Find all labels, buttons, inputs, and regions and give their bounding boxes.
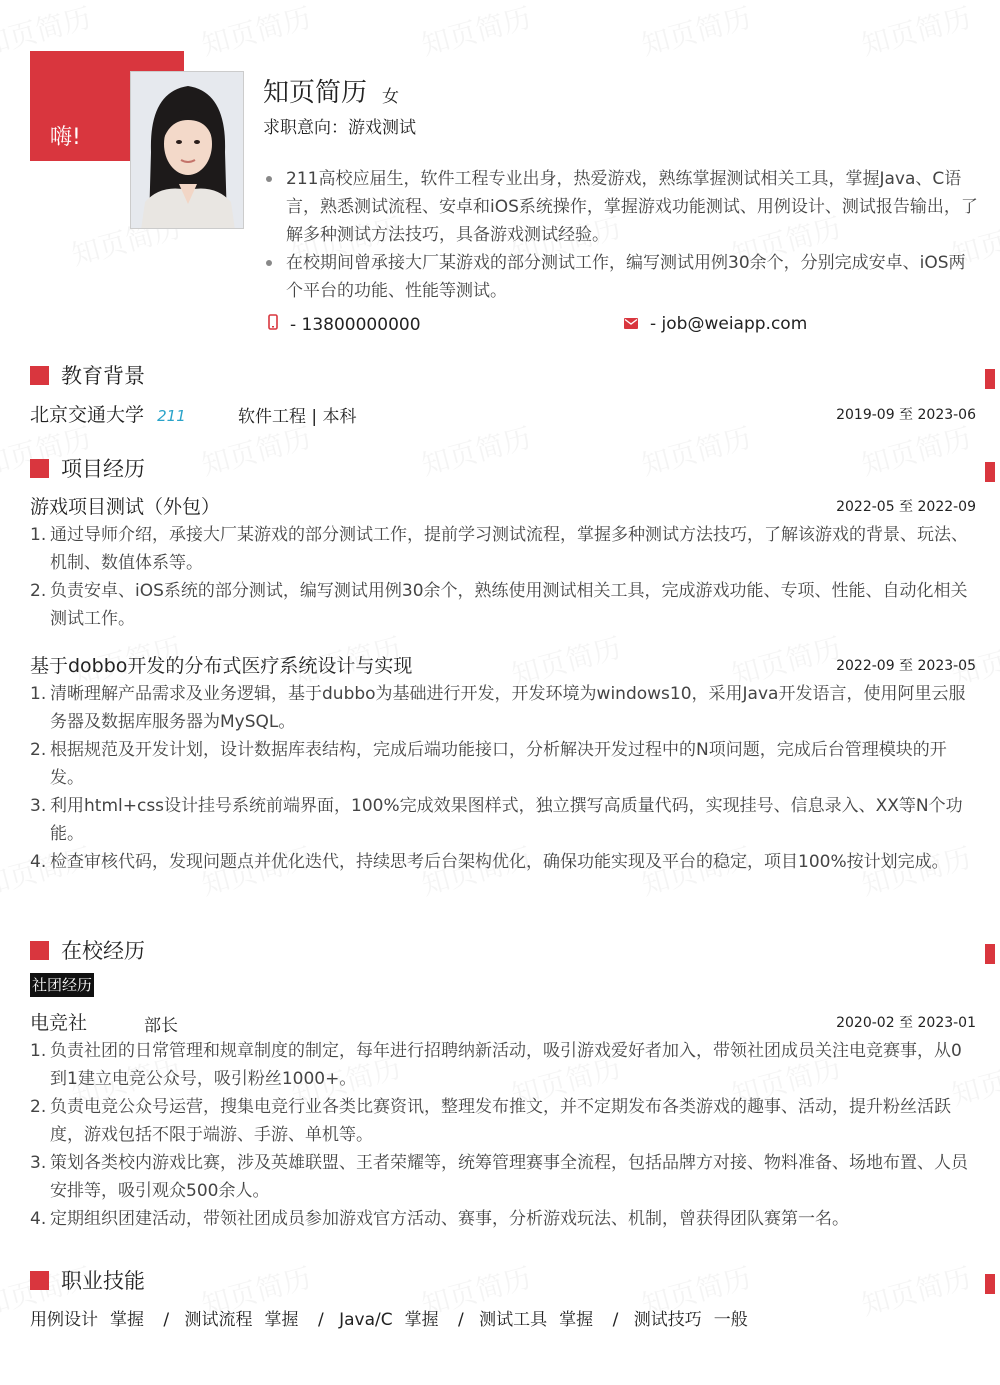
list-item: 1. 负责社团的日常管理和规章制度的制定，每年进行招聘纳新活动，吸引游戏爱好者加入，带领社团成员关注电竞赛事，从0到1建立电竞公众号，吸引粉丝1000+。 bbox=[30, 1041, 962, 1089]
avatar-photo bbox=[130, 71, 244, 229]
skill-separator: / bbox=[163, 1310, 170, 1330]
campus-row bbox=[30, 1008, 976, 1035]
summary-item: 在校期间曾承接大厂某游戏的部分测试工作，编写测试用例30余个，分别完成安卓、iOS两个平台的功能、性能等测试。 bbox=[266, 249, 981, 305]
skill-name: 测试工具 bbox=[479, 1310, 548, 1330]
campus-items bbox=[30, 1037, 970, 1233]
project-row bbox=[30, 492, 976, 519]
skill-name: 测试流程 bbox=[184, 1310, 253, 1330]
major-degree: 软件工程 | 本科 bbox=[238, 407, 357, 427]
side-marker bbox=[985, 944, 995, 964]
list-item: 1. 通过导师介绍，承接大厂某游戏的部分测试工作，提前学习测试流程，掌握多种测试方法技巧，了解该游戏的背景、玩法、机制、数值体系等。 bbox=[30, 525, 968, 573]
section-title-projects bbox=[30, 453, 145, 483]
contact-email bbox=[624, 314, 807, 334]
greeting: 嗨! bbox=[50, 125, 81, 150]
list-item: 3. 利用html+css设计挂号系统前端界面，100%完成效果图样式，独立撰写高质量代码，实现挂号、信息录入、XX等N个功能。 bbox=[30, 796, 963, 844]
org-role: 部长 bbox=[144, 1016, 178, 1036]
job-intent: 求职意向：游戏测试 bbox=[263, 118, 416, 138]
skill-name: Java/C bbox=[339, 1310, 393, 1330]
list-item: 2. 根据规范及开发计划，设计数据库表结构，完成后端功能接口，分析解决开发过程中的N项问题，完成后台管理模块的开发。 bbox=[30, 740, 947, 788]
school-name: 北京交通大学 bbox=[30, 404, 145, 426]
section-marker bbox=[30, 366, 49, 385]
skill-separator: / bbox=[317, 1310, 324, 1330]
phone-icon bbox=[268, 314, 278, 335]
mail-icon bbox=[624, 314, 638, 334]
section-title-text: 在校经历 bbox=[61, 939, 145, 963]
section-marker bbox=[30, 941, 49, 960]
list-item: 2. 负责安卓、iOS系统的部分测试，编写测试用例30余个，熟练使用测试相关工具，完成游戏功能、专项、性能、自动化相关测试工作。 bbox=[30, 581, 968, 629]
project-items bbox=[30, 521, 970, 633]
section-title-skills bbox=[30, 1265, 145, 1295]
portrait-image bbox=[131, 72, 244, 229]
phone-number: - 13800000000 bbox=[290, 314, 421, 335]
project-row bbox=[30, 651, 976, 678]
email-address: - job@weiapp.com bbox=[650, 314, 808, 334]
project-date: 2022-05 至 2022-09 bbox=[836, 499, 976, 515]
skill-level: 掌握 bbox=[264, 1310, 299, 1330]
project-date: 2022-09 至 2023-05 bbox=[836, 658, 976, 674]
skill-level: 掌握 bbox=[559, 1310, 594, 1330]
resume-name: 知页简历 bbox=[263, 78, 368, 108]
section-marker bbox=[30, 459, 49, 478]
list-item: 2. 负责电竞公众号运营，搜集电竞行业各类比赛资讯，整理发布推文，并不定期发布各类游戏的趣事、活动，提升粉丝活跃度，游戏包括不限于端游、手游、单机等。 bbox=[30, 1097, 951, 1145]
section-title-text: 职业技能 bbox=[61, 1269, 145, 1293]
side-marker bbox=[985, 369, 995, 389]
section-marker bbox=[30, 1271, 49, 1290]
skill-name: 用例设计 bbox=[30, 1310, 98, 1330]
list-item: 4. 定期组织团建活动，带领社团成员参加游戏官方活动、赛事，分析游戏玩法、机制，曾获得团队赛第一名。 bbox=[30, 1209, 849, 1229]
side-marker bbox=[985, 1274, 995, 1294]
section-title-text: 教育背景 bbox=[61, 364, 145, 388]
skill-separator: / bbox=[612, 1310, 619, 1330]
project-name: 游戏项目测试（外包） bbox=[30, 496, 221, 518]
contact-phone bbox=[268, 314, 421, 335]
project-items bbox=[30, 680, 970, 876]
summary-list bbox=[266, 165, 981, 305]
watermark-text bbox=[857, 0, 976, 64]
summary-item: 211高校应届生，软件工程专业出身，热爱游戏，熟练掌握测试相关工具，掌握Java、C语言，熟悉测试流程、安卓和iOS系统操作，掌握游戏功能测试、用例设计、测试报告输出，了解多种测试方法技巧，具备游戏测试经验。 bbox=[266, 165, 981, 249]
section-title-text: 项目经历 bbox=[61, 457, 145, 481]
school-tag: 211 bbox=[157, 407, 186, 425]
section-title-education bbox=[30, 360, 145, 390]
skill-level: 一般 bbox=[713, 1310, 748, 1330]
skill-name: 测试技巧 bbox=[633, 1310, 702, 1330]
list-item: 4. 检查审核代码，发现问题点并优化迭代，持续思考后台架构优化，确保功能实现及平台的稳定，项目100%按计划完成。 bbox=[30, 852, 949, 872]
section-title-campus bbox=[30, 935, 145, 965]
education-row bbox=[30, 400, 976, 427]
org-name: 电竞社 bbox=[30, 1012, 88, 1034]
campus-date: 2020-02 至 2023-01 bbox=[836, 1015, 976, 1031]
watermark-text bbox=[197, 0, 316, 64]
skill-level: 掌握 bbox=[404, 1310, 439, 1330]
watermark-text bbox=[857, 1256, 976, 1324]
watermark-text bbox=[417, 0, 536, 64]
list-item: 3. 策划各类校内游戏比赛，涉及英雄联盟、王者荣耀等，统筹管理赛事全流程，包括品牌方对接、物料准备、场地布置、人员安排等，吸引观众500余人。 bbox=[30, 1153, 968, 1201]
skills-list bbox=[30, 1305, 752, 1330]
list-item: 1. 清晰理解产品需求及业务逻辑，基于dubbo为基础进行开发，开发环境为windows10，采用Java开发语言，使用阿里云服务器及数据库服务器为MySQL。 bbox=[30, 684, 966, 732]
watermark-text bbox=[637, 0, 756, 64]
side-marker bbox=[985, 462, 995, 482]
category-badge: 社团经历 bbox=[30, 973, 94, 997]
skill-level: 掌握 bbox=[110, 1310, 144, 1330]
skill-separator: / bbox=[458, 1310, 464, 1330]
gender-label: 女 bbox=[382, 87, 399, 107]
project-name: 基于dobbo开发的分布式医疗系统设计与实现 bbox=[30, 655, 413, 677]
education-date: 2019-09 至 2023-06 bbox=[836, 407, 976, 423]
